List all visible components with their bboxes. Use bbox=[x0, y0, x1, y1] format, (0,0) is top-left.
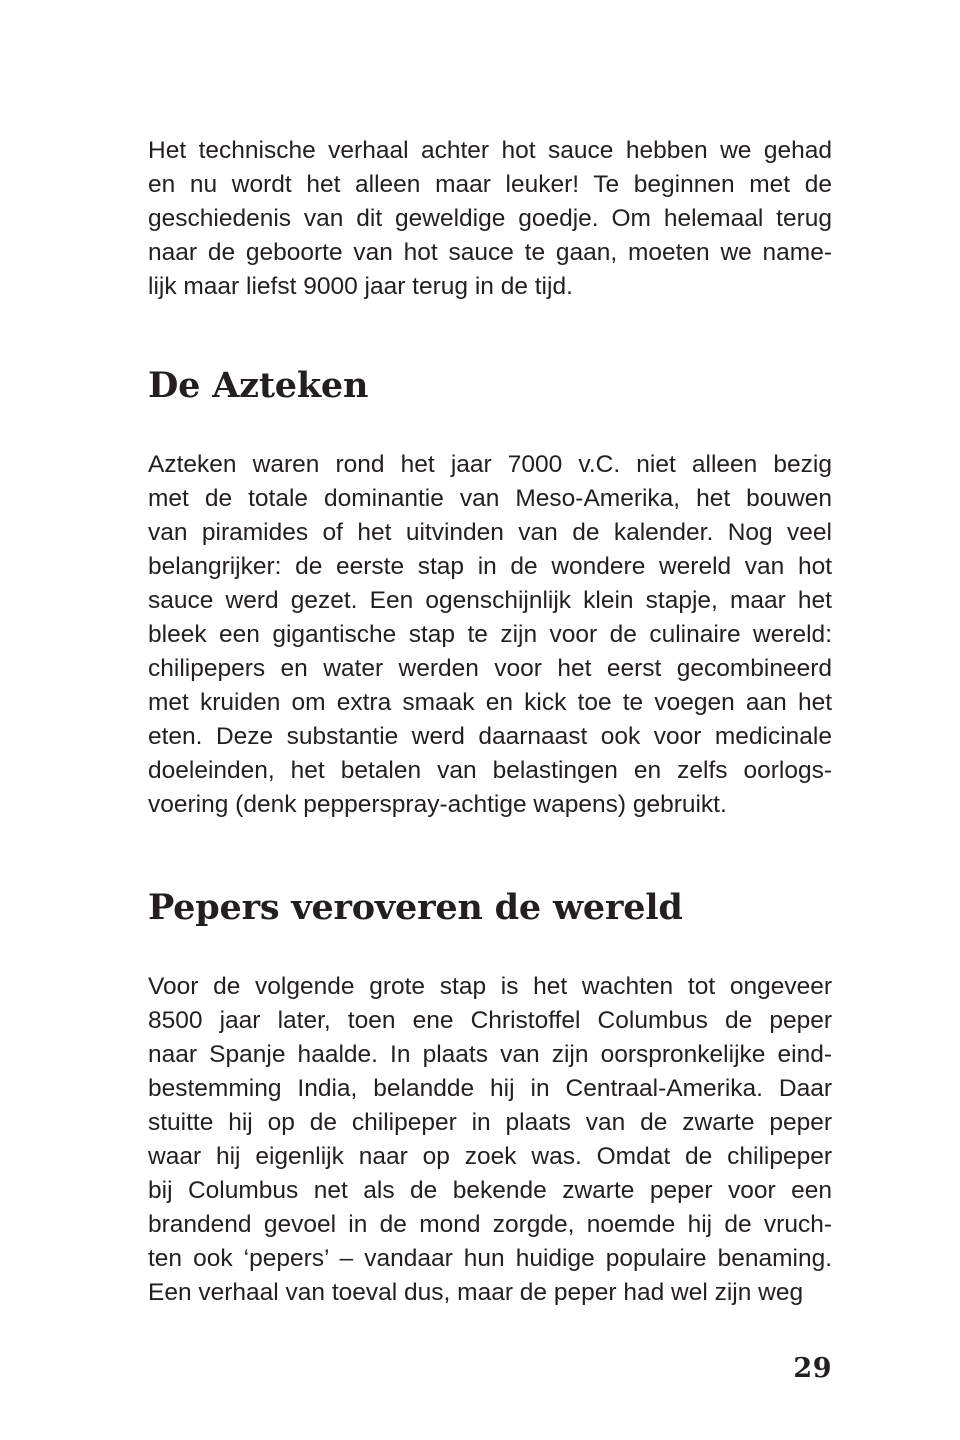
text-line: met de totale dominantie van Meso-Amerika, het bouwen bbox=[148, 485, 832, 512]
text-line: bestemming India, belandde hij in Centraal-Amerika. Daar bbox=[148, 1075, 832, 1102]
text-line: met kruiden om extra smaak en kick toe te voegen aan het bbox=[148, 689, 832, 716]
spacer bbox=[148, 822, 832, 888]
text-line: voering (denk pepperspray-achtige wapens) gebruikt. bbox=[148, 791, 727, 818]
text-line: waar hij eigenlijk naar op zoek was. Omdat de chilipeper bbox=[148, 1143, 832, 1170]
text-line: Het technische verhaal achter hot sauce hebben we gehad bbox=[148, 137, 832, 164]
text-line: sauce werd gezet. Een ogenschijnlijk klein stapje, maar het bbox=[148, 587, 832, 614]
heading-de-azteken: De Azteken bbox=[148, 365, 369, 406]
spacer bbox=[148, 406, 832, 448]
text-line: 8500 jaar later, toen ene Christoffel Columbus de peper bbox=[148, 1007, 832, 1034]
text-line: en nu wordt het alleen maar leuker! Te beginnen met de bbox=[148, 171, 832, 198]
paragraph-azteken bbox=[148, 448, 832, 822]
page-number: 29 bbox=[793, 1353, 832, 1384]
text-line: Voor de volgende grote stap is het wachten tot ongeveer bbox=[148, 973, 832, 1000]
text-line: geschiedenis van dit geweldige goedje. Om helemaal terug bbox=[148, 205, 832, 232]
paragraph-pepers bbox=[148, 970, 832, 1310]
text-line: Een verhaal van toeval dus, maar de peper had wel zijn weg bbox=[148, 1279, 804, 1306]
text-line: bleek een gigantische stap te zijn voor de culinaire wereld: bbox=[148, 621, 832, 648]
spacer bbox=[148, 928, 832, 970]
text-line: stuitte hij op de chilipeper in plaats van de zwarte peper bbox=[148, 1109, 832, 1136]
text-line: lijk maar liefst 9000 jaar terug in de tijd. bbox=[148, 273, 573, 300]
text-line: doeleinden, het betalen van belastingen en zelfs oorlogs- bbox=[148, 757, 832, 784]
page-content bbox=[148, 134, 832, 1310]
text-line: van piramides of het uitvinden van de kalender. Nog veel bbox=[148, 519, 832, 546]
text-line: chilipepers en water werden voor het eerst gecombineerd bbox=[148, 655, 832, 682]
text-line: belangrijker: de eerste stap in de wondere wereld van hot bbox=[148, 553, 832, 580]
text-line: bij Columbus net als de bekende zwarte peper voor een bbox=[148, 1177, 832, 1204]
spacer bbox=[148, 304, 832, 366]
text-line: brandend gevoel in de mond zorgde, noemde hij de vruch- bbox=[148, 1211, 832, 1238]
text-line: eten. Deze substantie werd daarnaast ook voor medicinale bbox=[148, 723, 832, 750]
text-line: naar Spanje haalde. In plaats van zijn oorspronkelijke eind- bbox=[148, 1041, 832, 1068]
text-line: naar de geboorte van hot sauce te gaan, moeten we name- bbox=[148, 239, 832, 266]
heading-pepers-veroveren-de-wereld: Pepers veroveren de wereld bbox=[148, 887, 683, 928]
text-line: Azteken waren rond het jaar 7000 v.C. niet alleen bezig bbox=[148, 451, 832, 478]
text-line: ten ook ‘pepers’ – vandaar hun huidige populaire benaming. bbox=[148, 1245, 832, 1272]
paragraph-intro bbox=[148, 134, 832, 304]
